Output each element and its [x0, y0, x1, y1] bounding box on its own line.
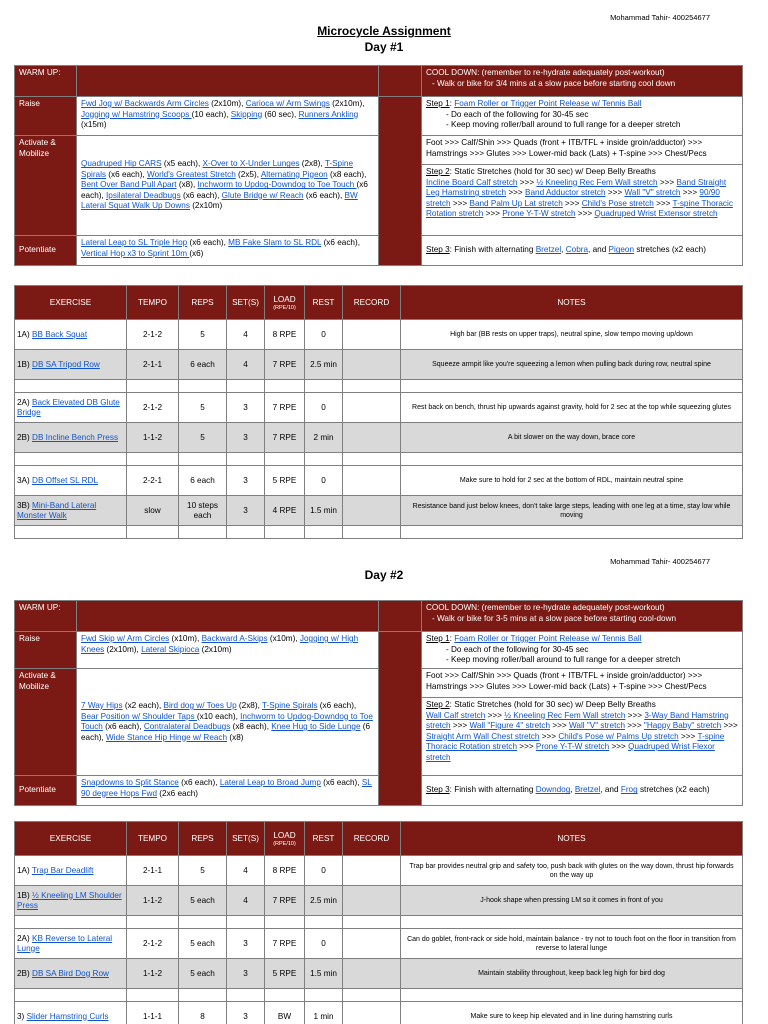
exercise-link[interactable]: Runners Ankling	[298, 109, 359, 119]
sets-cell: 3	[227, 929, 265, 959]
tempo-cell: 2-2-1	[127, 466, 179, 496]
reps-cell: 5 each	[179, 886, 227, 916]
cooldown-header: COOL DOWN: (remember to re-hydrate adequately post-workout) - Walk or bike for 3/4 mins at a slow pace before starting cool down	[422, 66, 743, 97]
exercise-link[interactable]: Wall "Figure 4" stretch	[469, 721, 551, 730]
record-cell[interactable]	[343, 929, 401, 959]
record-cell[interactable]	[343, 1002, 401, 1024]
notes-cell: Make sure to hold for 2 sec at the bottom of RDL, maintain neutral spine	[401, 466, 743, 496]
exercise-link[interactable]: Prone Y-T-W stretch	[502, 209, 576, 218]
exercise-link[interactable]: Straight Arm Wall Chest stretch	[426, 731, 540, 741]
exercise-name-cell: 2A) KB Reverse to Lateral Lunge	[15, 929, 127, 959]
exercise-name-cell: 3A) DB Offset SL RDL	[15, 466, 127, 496]
exercise-name-cell: 1B) DB SA Tripod Row	[15, 350, 127, 380]
load-cell: 5 RPE	[265, 466, 305, 496]
rest-cell: 2.5 min	[305, 350, 343, 380]
exercise-link[interactable]: BW Lateral Squat Walk Up Downs	[81, 190, 358, 211]
exercise-link[interactable]: Child's Pose stretch	[581, 198, 654, 208]
exercise-link[interactable]: Child's Pose w/ Palms Up stretch	[558, 731, 679, 741]
column-header: TEMPO	[127, 822, 179, 856]
reps-cell: 5	[179, 856, 227, 886]
potentiate-label: Potentiate	[15, 776, 77, 806]
column-header: NOTES	[401, 822, 743, 856]
column-header: RECORD	[343, 286, 401, 320]
table-row	[15, 929, 743, 959]
step3-cell: Step 3: Finish with alternating Downdog, Bretzel, and Frog stretches (x2 each)	[422, 776, 743, 806]
exercise-name-cell: 1A) Trap Bar Deadlift	[15, 856, 127, 886]
exercise-link[interactable]: Lateral Leap to Broad Jump	[219, 778, 321, 787]
step1-sequence: Foot >>> Calf/Shin >>> Quads (front + ITB/TFL + inside groin/adductor) >>> Hamstrings >>> Glutes >>> Lower-mid back (Lats) + T-spine >>> Chest/Pecs	[422, 669, 742, 698]
sets-cell: 3	[227, 496, 265, 526]
sets-cell: 4	[227, 886, 265, 916]
table-row	[15, 496, 743, 526]
load-cell: 4 RPE	[265, 496, 305, 526]
exercise-link[interactable]: DB Incline Bench Press	[32, 432, 119, 442]
tempo-cell: 2-1-2	[127, 393, 179, 423]
exercise-link[interactable]: Slider Hamstring Curls	[26, 1011, 109, 1021]
rest-cell: 2 min	[305, 423, 343, 453]
record-cell[interactable]	[343, 350, 401, 380]
reps-cell: 6 each	[179, 466, 227, 496]
exercise-link[interactable]: Wall Calf stretch	[426, 710, 486, 720]
exercise-link[interactable]: DB SA Bird Dog Row	[32, 968, 109, 978]
exercise-link[interactable]: Inchworm to Updog-Downdog to Toe Touch	[81, 711, 373, 731]
exercise-name-cell: 2A) Back Elevated DB Glute Bridge	[15, 393, 127, 423]
exercise-link[interactable]: Ipsilateral Deadbugs	[106, 190, 181, 200]
exercise-link[interactable]: Bretzel	[535, 245, 562, 255]
exercise-link[interactable]: Wall "V" stretch	[568, 721, 625, 730]
record-cell[interactable]	[343, 423, 401, 453]
step2-cell: Step 2: Static Stretches (hold for 30 sec) w/ Deep Belly Breaths Incline Board Calf stretch >>> ½ Kneeling Rec Fem Wall stretch >>> Band Straight Leg Hamstring stretch >>> Band Adductor stretch >>> Wall "V" stretch >>> 90/90 stretch >>> Band Palm Up Lat stretch >>> Child's Pose stretch >>> T-spine Thoracic Rotation stretch >>> Prone Y-T-W stretch >>> Quadruped Wrist Extensor stretch	[426, 167, 733, 218]
reps-cell: 5	[179, 320, 227, 350]
table-row	[15, 856, 743, 886]
reps-cell: 10 steps each	[179, 496, 227, 526]
rest-cell: 0	[305, 856, 343, 886]
exercise-link[interactable]: ½ Kneeling Rec Fem Wall stretch	[536, 177, 658, 187]
exercise-link[interactable]: Backward A-Skips	[201, 634, 268, 643]
step1-sequence: Foot >>> Calf/Shin >>> Quads (front + ITB/TFL + inside groin/adductor) >>> Hamstrings >>> Glutes >>> Lower-mid back (Lats) + T-spine >>> Chest/Pecs	[422, 136, 742, 165]
exercise-table	[14, 285, 743, 539]
exercise-link[interactable]: 7 Way Hips	[81, 701, 123, 710]
column-header: REPS	[179, 822, 227, 856]
exercise-link[interactable]: ½ Kneeling Rec Fem Wall stretch	[504, 710, 626, 720]
record-cell[interactable]	[343, 886, 401, 916]
rest-cell: 0	[305, 393, 343, 423]
exercise-link[interactable]: T-Spine Spirals	[81, 159, 354, 179]
column-header: REST	[305, 286, 343, 320]
record-cell[interactable]	[343, 856, 401, 886]
raise-content: Fwd Skip w/ Arm Circles (x10m), Backward A-Skips (x10m), Jogging w/ High Knees (2x10m), Lateral Skipioca (2x10m)	[77, 632, 379, 669]
exercise-link[interactable]: Inchworm to Updog-Downdog to Toe Touch	[197, 180, 357, 190]
step1-link[interactable]: Foam Roller or Trigger Point Release w/ Tennis Ball	[454, 634, 642, 643]
exercise-link[interactable]: DB Offset SL RDL	[32, 475, 99, 485]
exercise-link[interactable]: Lateral Leap to SL Triple Hop	[81, 238, 188, 247]
exercise-link[interactable]: 90/90 stretch	[426, 188, 720, 208]
document-title: Microcycle Assignment	[317, 24, 451, 38]
step1-cell: Step 1: Foam Roller or Trigger Point Release w/ Tennis Ball - Do each of the following for 30-45 sec - Keep moving roller/ball around to full range for a deeper stretch	[422, 632, 743, 669]
notes-cell: Can do goblet, front-rack or side hold, maintain balance - try not to touch foot on the floor in transition from reverse to lateral lunge	[401, 929, 743, 959]
exercise-name-cell: 3) Slider Hamstring Curls	[15, 1002, 127, 1024]
table-row	[15, 466, 743, 496]
record-cell[interactable]	[343, 466, 401, 496]
exercise-name-cell: 1B) ½ Kneeling LM Shoulder Press	[15, 886, 127, 916]
tempo-cell: 1-1-1	[127, 1002, 179, 1024]
notes-cell: Squeeze armpit like you're squeezing a lemon when pulling back during row, neutral spine	[401, 350, 743, 380]
activate-content: Quadruped Hip CARS (x5 each), X-Over to X-Under Lunges (2x8), T-Spine Spirals (x6 each), World's Greatest Stretch (2x5), Alternating Pigeon (x8 each), Bent Over Band Pull Apart (x8), Inchworm to Updog-Downdog to Toe Touch (x6 each), Ipsilateral Deadbugs (x6 each), Glute Bridge w/ Reach (x6 each), BW Lateral Squat Walk Up Downs (2x10m)	[77, 136, 379, 236]
column-header: SET(S)	[227, 822, 265, 856]
exercise-link[interactable]: BB Back Squat	[32, 329, 88, 339]
exercise-link[interactable]: Wall "V" stretch	[624, 188, 681, 197]
author-label: Mohammad Tahir- 400254677	[610, 13, 710, 22]
sets-cell: 4	[227, 320, 265, 350]
warmup-table	[14, 600, 743, 806]
table-row	[15, 886, 743, 916]
rest-cell: 1.5 min	[305, 959, 343, 989]
exercise-name-cell: 2B) DB Incline Bench Press	[15, 423, 127, 453]
column-header: LOAD (RPE/10)	[265, 822, 305, 856]
exercise-name-cell: 2B) DB SA Bird Dog Row	[15, 959, 127, 989]
notes-cell: A bit slower on the way down, brace core	[401, 423, 743, 453]
raise-label: Raise	[15, 632, 77, 669]
rest-cell: 1.5 min	[305, 496, 343, 526]
tempo-cell: 1-1-2	[127, 886, 179, 916]
table-row	[15, 959, 743, 989]
cooldown-header: COOL DOWN: (remember to re-hydrate adequately post-workout) - Walk or bike for 3-5 mins at a slow pace before starting cool-down	[422, 601, 743, 632]
table-row	[15, 393, 743, 423]
tempo-cell: 2-1-1	[127, 856, 179, 886]
exercise-link[interactable]: Prone Y-T-W stretch	[535, 742, 610, 751]
exercise-table	[14, 821, 743, 1024]
tempo-cell: 1-1-2	[127, 423, 179, 453]
sets-cell: 4	[227, 856, 265, 886]
sets-cell: 3	[227, 1002, 265, 1024]
exercise-link[interactable]: 3-Way Band Hamstring stretch	[426, 710, 729, 730]
activate-content: 7 Way Hips (x2 each), Bird dog w/ Toes Up (2x8), T-Spine Spirals (x6 each), Bear Position w/ Shoulder Taps (x10 each), Inchworm to Updog-Downdog to Toe Touch (x6 each), Contralateral Deadbugs (x8 each), Knee Hug to Side Lunge (6 each), Wide Stance Hip Hinge w/ Reach (x8)	[77, 669, 379, 776]
potentiate-content: Snapdowns to Split Stance (x6 each), Lateral Leap to Broad Jump (x6 each), SL 90 degree Hops Fwd (2x6 each)	[77, 776, 379, 806]
exercise-link[interactable]: T-spine Thoracic Rotation stretch	[426, 731, 725, 751]
exercise-link[interactable]: Pigeon	[608, 245, 635, 255]
record-cell[interactable]	[343, 959, 401, 989]
reps-cell: 5 each	[179, 929, 227, 959]
exercise-link[interactable]: Glute Bridge w/ Reach	[221, 190, 304, 200]
sets-cell: 4	[227, 350, 265, 380]
rest-cell: 0	[305, 929, 343, 959]
load-cell: 7 RPE	[265, 350, 305, 380]
exercise-link[interactable]: T-Spine Spirals	[262, 701, 318, 710]
exercise-link[interactable]: Lateral Skipioca	[141, 644, 200, 654]
activate-label: Activate & Mobilize	[15, 136, 77, 236]
notes-cell: Trap bar provides neutral grip and safety too, push back with glutes on the way down, thrust hip forwards on the way up	[401, 856, 743, 886]
warmup-header: WARM UP:	[15, 601, 77, 632]
load-cell: 7 RPE	[265, 423, 305, 453]
exercise-link[interactable]: Quadruped Wrist Flexor stretch	[426, 742, 715, 762]
exercise-link[interactable]: Band Straight Leg Hamstring stretch	[426, 177, 727, 197]
load-cell: 7 RPE	[265, 393, 305, 423]
step2-cell: Step 2: Static Stretches (hold for 30 sec) w/ Deep Belly Breaths Wall Calf stretch >>> ½ Kneeling Rec Fem Wall stretch >>> 3-Way Band Hamstring stretch >>> Wall "Figure 4" stretch >>> Wall "V" stretch >>> "Happy Baby" stretch >>> Straight Arm Wall Chest stretch >>> Child's Pose w/ Palms Up stretch >>> T-spine Thoracic Rotation stretch >>> Prone Y-T-W stretch >>> Quadruped Wrist Flexor stretch	[426, 700, 738, 762]
exercise-link[interactable]: Contralateral Deadbugs	[143, 722, 231, 731]
column-header: RECORD	[343, 822, 401, 856]
table-row	[15, 423, 743, 453]
exercise-link[interactable]: "Happy Baby" stretch	[643, 721, 722, 730]
exercise-link[interactable]: Back Elevated DB Glute Bridge	[17, 397, 120, 417]
exercise-link[interactable]: Fwd Skip w/ Arm Circles	[81, 634, 170, 643]
sets-cell: 3	[227, 423, 265, 453]
column-header: REPS	[179, 286, 227, 320]
column-header: SET(S)	[227, 286, 265, 320]
exercise-link[interactable]: Downdog	[535, 785, 571, 795]
notes-cell: Make sure to keep hip elevated and in line during hamstring curls	[401, 1002, 743, 1024]
raise-content: Fwd Jog w/ Backwards Arm Circles (2x10m), Carioca w/ Arm Swings (2x10m), Jogging w/ Hamstring Scoops (10 each), Skipping (60 sec), Runners Ankling (x15m)	[77, 97, 379, 136]
exercise-link[interactable]: KB Reverse to Lateral Lunge	[17, 933, 113, 953]
tempo-cell: 2-1-2	[127, 320, 179, 350]
load-cell: 5 RPE	[265, 959, 305, 989]
reps-cell: 5	[179, 393, 227, 423]
exercise-name-cell: 3B) Mini-Band Lateral Monster Walk	[15, 496, 127, 526]
potentiate-content: Lateral Leap to SL Triple Hop (x6 each), MB Fake Slam to SL RDL (x6 each), Vertical Hop x3 to Sprint 10m (x6)	[77, 236, 379, 266]
exercise-link[interactable]: Frog	[620, 785, 638, 795]
table-row	[15, 350, 743, 380]
table-row	[15, 320, 743, 350]
exercise-link[interactable]: MB Fake Slam to SL RDL	[228, 238, 322, 247]
load-cell: 7 RPE	[265, 929, 305, 959]
load-cell: 8 RPE	[265, 856, 305, 886]
exercise-link[interactable]: Fwd Jog w/ Backwards Arm Circles	[81, 99, 209, 108]
reps-cell: 5 each	[179, 959, 227, 989]
notes-cell: High bar (BB rests on upper traps), neutral spine, slow tempo moving up/down	[401, 320, 743, 350]
step3-cell: Step 3: Finish with alternating Bretzel, Cobra, and Pigeon stretches (x2 each)	[422, 236, 743, 266]
exercise-link[interactable]: Skipping	[230, 109, 263, 119]
exercise-link[interactable]: Bent Over Band Pull Apart	[81, 180, 177, 190]
column-header: EXERCISE	[15, 822, 127, 856]
rest-cell: 0	[305, 320, 343, 350]
rest-cell: 1 min	[305, 1002, 343, 1024]
exercise-link[interactable]: Knee Hug to Side Lunge	[271, 722, 361, 731]
warmup-header: WARM UP:	[15, 66, 77, 97]
day-heading: Day #1	[364, 40, 404, 54]
load-cell: BW	[265, 1002, 305, 1024]
exercise-link[interactable]: Bretzel	[574, 785, 601, 795]
column-header: NOTES	[401, 286, 743, 320]
exercise-link[interactable]: Vertical Hop x3 to Sprint 10m	[81, 248, 190, 258]
notes-cell: Maintain stability throughout, keep back leg high for bird dog	[401, 959, 743, 989]
column-header: EXERCISE	[15, 286, 127, 320]
exercise-link[interactable]: Wide Stance Hip Hinge w/ Reach	[106, 732, 228, 742]
notes-cell: Resistance band just below knees, don't take large steps, leading with one leg at a time, stay low while moving	[401, 496, 743, 526]
record-cell[interactable]	[343, 393, 401, 423]
activate-label: Activate & Mobilize	[15, 669, 77, 776]
raise-label: Raise	[15, 97, 77, 136]
rest-cell: 0	[305, 466, 343, 496]
exercise-link[interactable]: Band Palm Up Lat stretch	[469, 198, 563, 208]
rest-cell: 2.5 min	[305, 886, 343, 916]
exercise-link[interactable]: DB SA Tripod Row	[32, 359, 100, 369]
exercise-link[interactable]: Band Adductor stretch	[525, 188, 606, 197]
exercise-link[interactable]: Mini-Band Lateral Monster Walk	[17, 500, 97, 520]
exercise-link[interactable]: T-spine Thoracic Rotation stretch	[426, 198, 733, 218]
reps-cell: 6 each	[179, 350, 227, 380]
record-cell[interactable]	[343, 496, 401, 526]
reps-cell: 8	[179, 1002, 227, 1024]
exercise-link[interactable]: Alternating Pigeon	[260, 169, 328, 179]
load-cell: 8 RPE	[265, 320, 305, 350]
tempo-cell: 2-1-2	[127, 929, 179, 959]
exercise-link[interactable]: Quadruped Hip CARS	[81, 159, 162, 169]
sets-cell: 3	[227, 393, 265, 423]
exercise-link[interactable]: Trap Bar Deadlift	[31, 865, 94, 875]
tempo-cell: 2-1-1	[127, 350, 179, 380]
column-header: REST	[305, 822, 343, 856]
author-label: Mohammad Tahir- 400254677	[610, 557, 710, 566]
potentiate-label: Potentiate	[15, 236, 77, 266]
exercise-link[interactable]: Bear Position w/ Shoulder Taps	[81, 711, 197, 721]
warmup-table	[14, 65, 743, 266]
notes-cell: Rest back on bench, thrust hip upwards against gravity, hold for 2 sec at the top while squeezing glutes	[401, 393, 743, 423]
column-header: TEMPO	[127, 286, 179, 320]
sets-cell: 3	[227, 959, 265, 989]
exercise-link[interactable]: Carioca w/ Arm Swings	[245, 99, 330, 108]
exercise-link[interactable]: X-Over to X-Under Lunges	[202, 159, 300, 169]
record-cell[interactable]	[343, 320, 401, 350]
exercise-link[interactable]: Jogging w/ High Knees	[81, 634, 359, 654]
exercise-link[interactable]: SL 90 degree Hops Fwd	[81, 778, 372, 798]
day-heading: Day #2	[364, 568, 404, 582]
exercise-name-cell: 1A) BB Back Squat	[15, 320, 127, 350]
reps-cell: 5	[179, 423, 227, 453]
tempo-cell: 1-1-2	[127, 959, 179, 989]
exercise-link[interactable]: Bird dog w/ Toes Up	[163, 701, 237, 710]
table-row	[15, 1002, 743, 1024]
exercise-link[interactable]: World's Greatest Stretch	[147, 169, 236, 179]
sets-cell: 3	[227, 466, 265, 496]
step1-link[interactable]: Foam Roller or Trigger Point Release w/ Tennis Ball	[454, 99, 642, 108]
tempo-cell: slow	[127, 496, 179, 526]
exercise-link[interactable]: Snapdowns to Split Stance	[81, 778, 179, 787]
load-cell: 7 RPE	[265, 886, 305, 916]
step1-cell: Step 1: Foam Roller or Trigger Point Release w/ Tennis Ball - Do each of the following for 30-45 sec - Keep moving roller/ball around to full range for a deeper stretch	[422, 97, 743, 136]
exercise-link[interactable]: Quadruped Wrist Extensor stretch	[594, 209, 718, 218]
exercise-link[interactable]: Jogging w/ Hamstring Scoops	[81, 109, 192, 119]
exercise-link[interactable]: Incline Board Calf stretch	[426, 177, 518, 187]
column-header: LOAD (RPE/10)	[265, 286, 305, 320]
exercise-link[interactable]: ½ Kneeling LM Shoulder Press	[17, 890, 122, 910]
exercise-link[interactable]: Cobra	[565, 245, 589, 255]
notes-cell: J-hook shape when pressing LM so it comes in front of you	[401, 886, 743, 916]
